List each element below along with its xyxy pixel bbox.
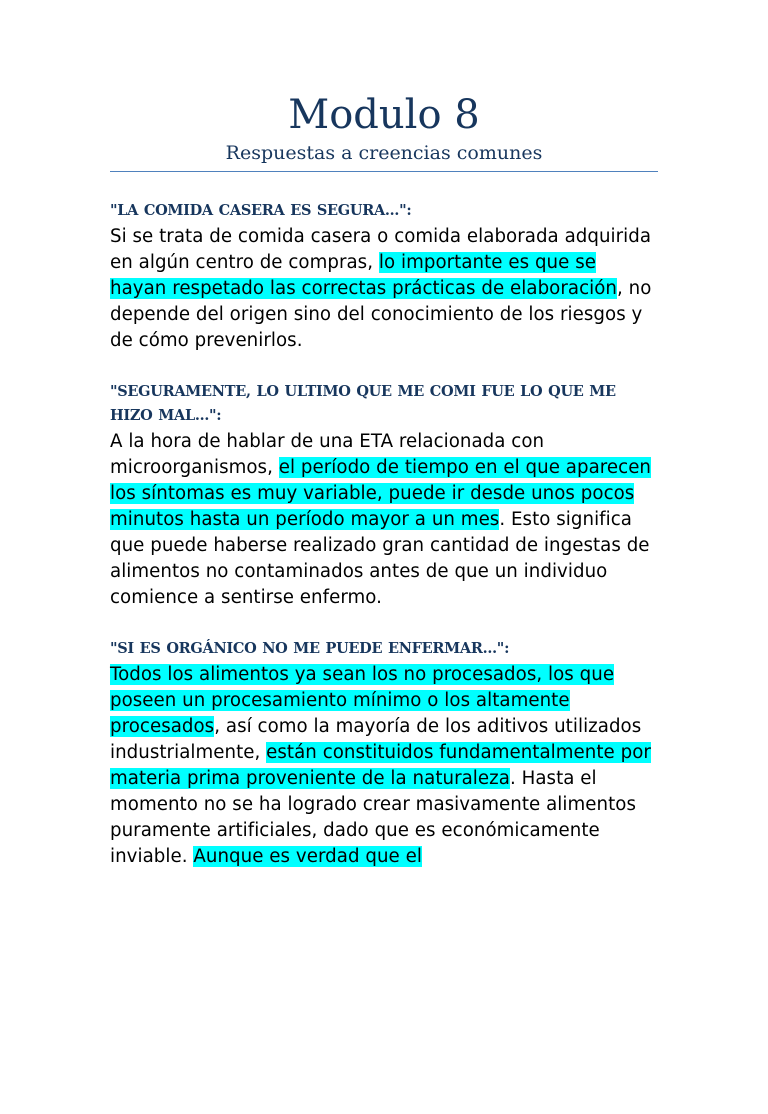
paragraph-text: , no depende del origen sino del conocimiento de los riesgos y de cómo prevenirlos. bbox=[110, 278, 652, 351]
paragraph-text: Si se trata de comida casera o comida elaborada adquirida en algún centro de compras, bbox=[110, 226, 652, 273]
highlighted-text: están constituidos fundamentalmente por materia prima proveniente de la naturaleza bbox=[110, 742, 651, 789]
section-organico bbox=[110, 637, 658, 870]
section-ultimo-que-comi bbox=[110, 380, 658, 611]
section-paragraph bbox=[110, 429, 658, 611]
section-comida-casera bbox=[110, 199, 658, 354]
section-heading: "SEGURAMENTE, LO ULTIMO QUE ME COMI FUE LO QUE ME HIZO MAL…": bbox=[110, 383, 616, 424]
highlighted-text: Aunque es verdad que el bbox=[193, 846, 422, 867]
paragraph-text: . Esto significa que puede haberse realizado gran cantidad de ingestas de alimentos no contaminados antes de que un individuo comience a sentirse enfermo. bbox=[110, 509, 650, 608]
highlighted-text: lo importante es que se hayan respetado las correctas prácticas de elaboración bbox=[110, 252, 617, 299]
section-heading: "LA COMIDA CASERA ES SEGURA…": bbox=[110, 202, 412, 219]
document-page bbox=[0, 90, 768, 1114]
document-subtitle: Respuestas a creencias comunes bbox=[110, 140, 658, 172]
highlighted-text: el período de tiempo en el que aparecen los síntomas es muy variable, puede ir desde unos pocos minutos hasta un período mayor a un mes bbox=[110, 457, 652, 530]
highlighted-text: Todos los alimentos ya sean los no procesados, los que poseen un procesamiento mínimo o los altamente procesados bbox=[110, 664, 615, 737]
paragraph-text: . Hasta el momento no se ha logrado crear masivamente alimentos puramente artificiales, dado que es económicamente inviable. bbox=[110, 768, 636, 867]
document-title: Modulo 8 bbox=[288, 92, 480, 138]
section-paragraph bbox=[110, 224, 658, 354]
section-paragraph bbox=[110, 662, 658, 870]
section-heading: "SI ES ORGÁNICO NO ME PUEDE ENFERMAR…": bbox=[110, 640, 510, 657]
paragraph-text: , así como la mayoría de los aditivos utilizados industrialmente, bbox=[110, 716, 642, 763]
paragraph-text: A la hora de hablar de una ETA relacionada con microorganismos, bbox=[110, 431, 545, 478]
